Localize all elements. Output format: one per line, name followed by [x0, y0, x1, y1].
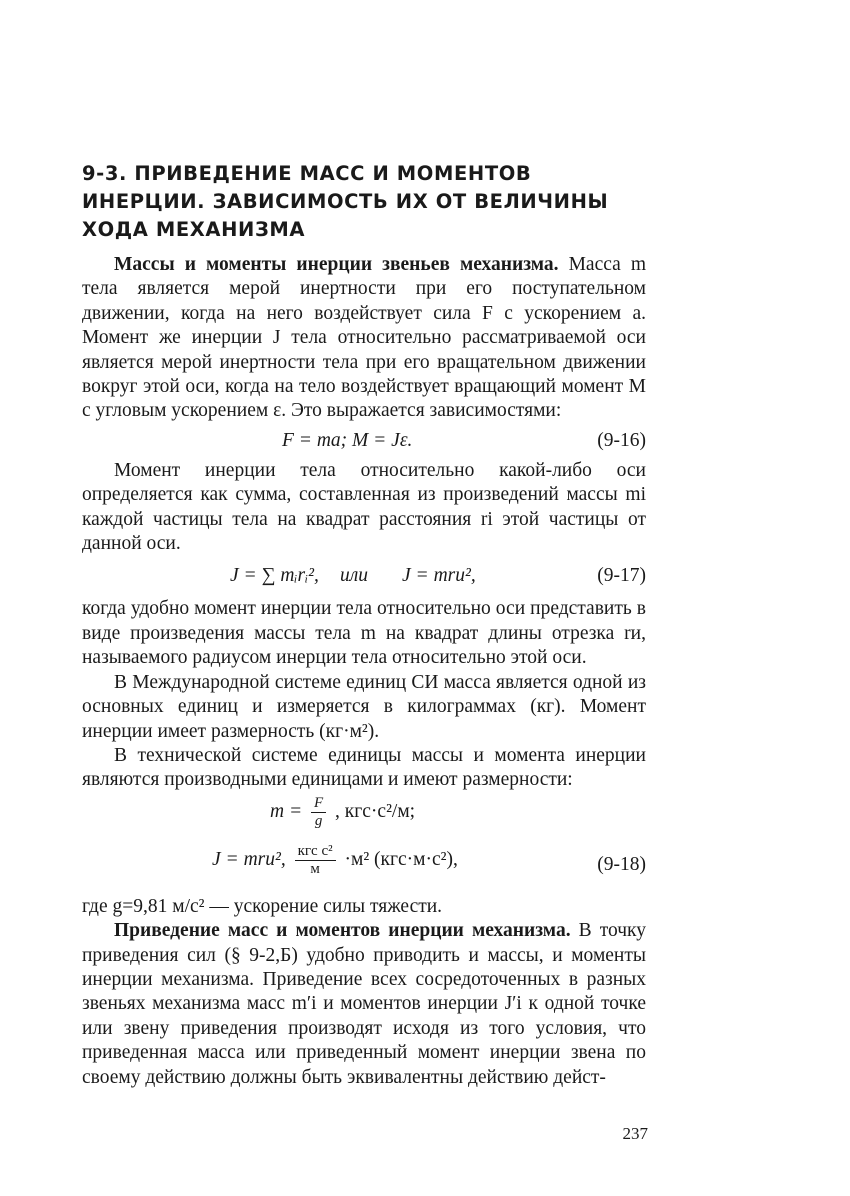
equation-radius: J = mrи², [402, 565, 476, 587]
equation-9-17 [82, 558, 646, 594]
paragraph-text: В точку приведения сил (§ 9-2,Б) удобно приводить и массы, и моменты инерции механизма. Приведение всех сосредоточенных в разных звеньях механизма масс m′i и моментов инерции J′i к одной точке или звену приведения производят исходя из того условия, что приведенная масса или приведенный момент инерции звена по своему действию должны быть эквивалентны действию дейст- [82, 920, 646, 1088]
equation-number: (9-17) [597, 565, 646, 587]
fraction-denominator: м [310, 860, 320, 877]
paragraph-radius-of-inertia: когда удобно момент инерции тела относительно оси представить в виде произведения массы тела m на квадрат длины отрезка rи, называемого радиусом инерции тела относительно этой оси. [82, 598, 646, 669]
equation-sum: J = ∑ mᵢrᵢ², [230, 565, 319, 587]
equation-number: (9-16) [597, 429, 646, 451]
equation-units: ·м² (кгс·м·с²), [344, 848, 458, 870]
run-in-title-masses: Массы и моменты инерции звеньев механизма. [114, 254, 559, 275]
fraction-denominator: g [314, 812, 323, 829]
equation-text: F = ma; M = Jε. [282, 429, 413, 451]
fraction-numerator: кгс с² [295, 843, 336, 861]
equation-9-18-mass [82, 793, 646, 843]
equation-lhs: m = [270, 800, 303, 822]
body-text [82, 253, 646, 1090]
paragraph-gravity: где g=9,81 м/с² — ускорение силы тяжести. [82, 895, 443, 917]
equation-or: или [340, 565, 369, 587]
equation-units: , кгс·с²/м; [335, 800, 416, 822]
fraction [295, 843, 336, 878]
fraction [311, 795, 326, 830]
equation-number: (9-18) [597, 853, 646, 875]
equation-lhs: J = mrи², [212, 848, 286, 870]
paragraph-masses-moments [82, 253, 646, 424]
equation-9-16 [82, 426, 646, 456]
paragraph-moment-definition: Момент инерции тела относительно какой-либо оси определяется как сумма, составленная из произведений массы mi каждой частицы тела на квадрат расстояния ri этой частицы от данной оси. [82, 459, 646, 555]
heading-line-3: ХОДА МЕХАНИЗМА [82, 218, 306, 241]
equation-9-18-inertia [82, 843, 646, 889]
paragraph-reduction [82, 919, 646, 1090]
heading-line-2: ИНЕРЦИИ. ЗАВИСИМОСТЬ ИХ ОТ ВЕЛИЧИНЫ [82, 190, 609, 213]
heading-line-1: 9-3. ПРИВЕДЕНИЕ МАСС И МОМЕНТОВ [82, 162, 532, 185]
paragraph-text: Масса m тела является мерой инертности при его поступательном движении, когда на него воздействует сила F с ускорением a. Момент же инерции J тела относительно рассматриваемой оси является мерой инертности тела при его вращательном движении вокруг этой оси, когда на тело воздействует вращающий момент M с угловым ускорением ε. Это выражается зависимостями: [82, 254, 646, 422]
paragraph-si-units: В Международной системе единиц СИ масса является одной из основных единиц и измеряется в килограммах (кг). Момент инерции имеет размерность (кг·м²). [82, 671, 646, 742]
fraction-numerator: F [311, 795, 326, 813]
paragraph-technical-units: В технической системе единицы массы и момента инерции являются производными единицами и имеют размерности: [82, 744, 646, 791]
section-heading [82, 160, 702, 244]
run-in-title-reduction: Приведение масс и моментов инерции механизма. [114, 920, 571, 942]
page-number: 237 [622, 1124, 648, 1143]
